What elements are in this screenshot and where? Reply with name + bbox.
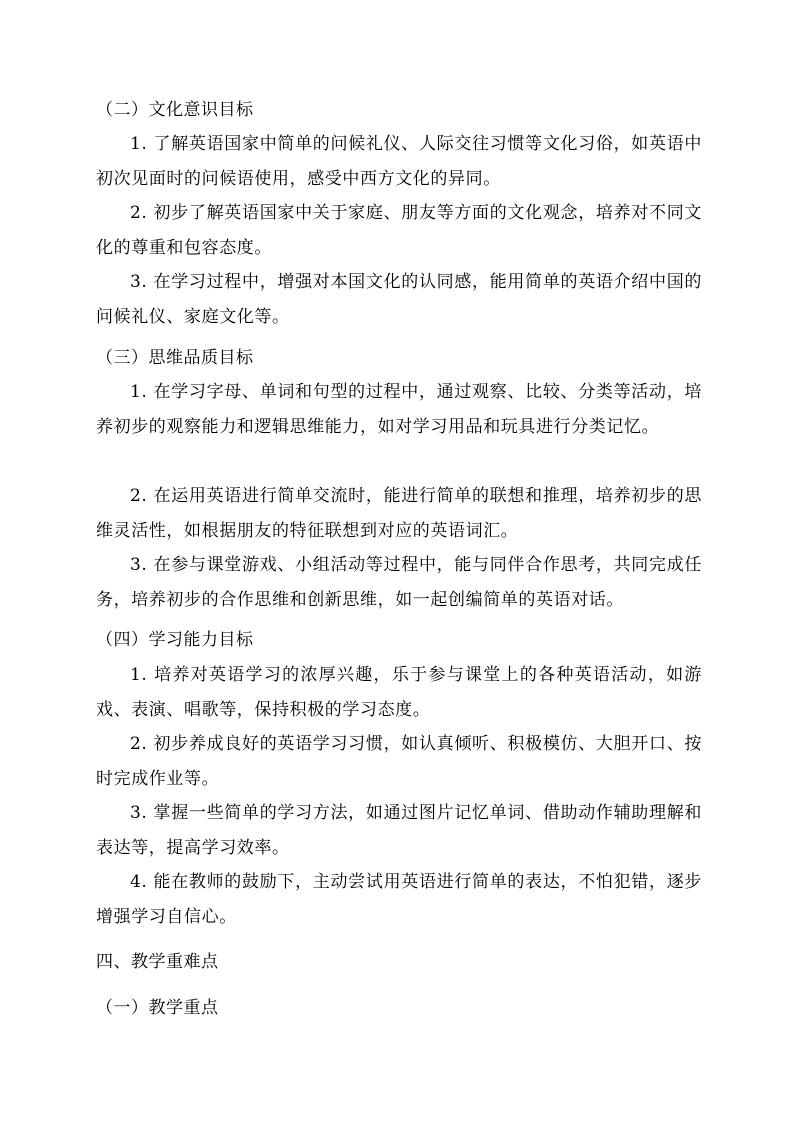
learning-item-4: 4. 能在教师的鼓励下，主动尝试用英语进行简单的表达，不怕犯错，逐步增强学习自信心。 [96, 872, 702, 927]
section-heading-culture: （二）文化意识目标 [96, 100, 254, 120]
thinking-item-1: 1. 在学习字母、单词和句型的过程中，通过观察、比较、分类等活动，培养初步的观察能力和逻辑思维能力，如对学习用品和玩具进行分类记忆。 [96, 382, 702, 437]
thinking-item-3: 3. 在参与课堂游戏、小组活动等过程中，能与同伴合作思考，共同完成任务，培养初步的合作思维和创新思维，如一起创编简单的英语对话。 [96, 555, 702, 610]
sub-heading-teaching-focus: （一）教学重点 [96, 998, 219, 1018]
culture-item-1: 1. 了解英语国家中简单的问候礼仪、人际交往习惯等文化习俗，如英语中初次见面时的问候语使用，感受中西方文化的异同。 [96, 134, 702, 189]
section-heading-learning: （四）学习能力目标 [96, 630, 254, 650]
culture-item-2: 2. 初步了解英语国家中关于家庭、朋友等方面的文化观念，培养对不同文化的尊重和包容态度。 [96, 203, 702, 258]
learning-item-2: 2. 初步养成良好的英语学习习惯，如认真倾听、积极模仿、大胆开口、按时完成作业等。 [96, 734, 702, 789]
section-heading-thinking: （三）思维品质目标 [96, 348, 254, 368]
learning-item-3: 3. 掌握一些简单的学习方法，如通过图片记忆单词、借助动作辅助理解和表达等，提高学习效率。 [96, 803, 702, 858]
thinking-item-2: 2. 在运用英语进行简单交流时，能进行简单的联想和推理，培养初步的思维灵活性，如根据朋友的特征联想到对应的英语词汇。 [96, 486, 702, 541]
section-heading-key-points: 四、教学重难点 [96, 952, 219, 972]
learning-item-1: 1. 培养对英语学习的浓厚兴趣，乐于参与课堂上的各种英语活动，如游戏、表演、唱歌等，保持积极的学习态度。 [96, 665, 702, 720]
culture-item-3: 3. 在学习过程中，增强对本国文化的认同感，能用简单的英语介绍中国的问候礼仪、家庭文化等。 [96, 272, 702, 327]
